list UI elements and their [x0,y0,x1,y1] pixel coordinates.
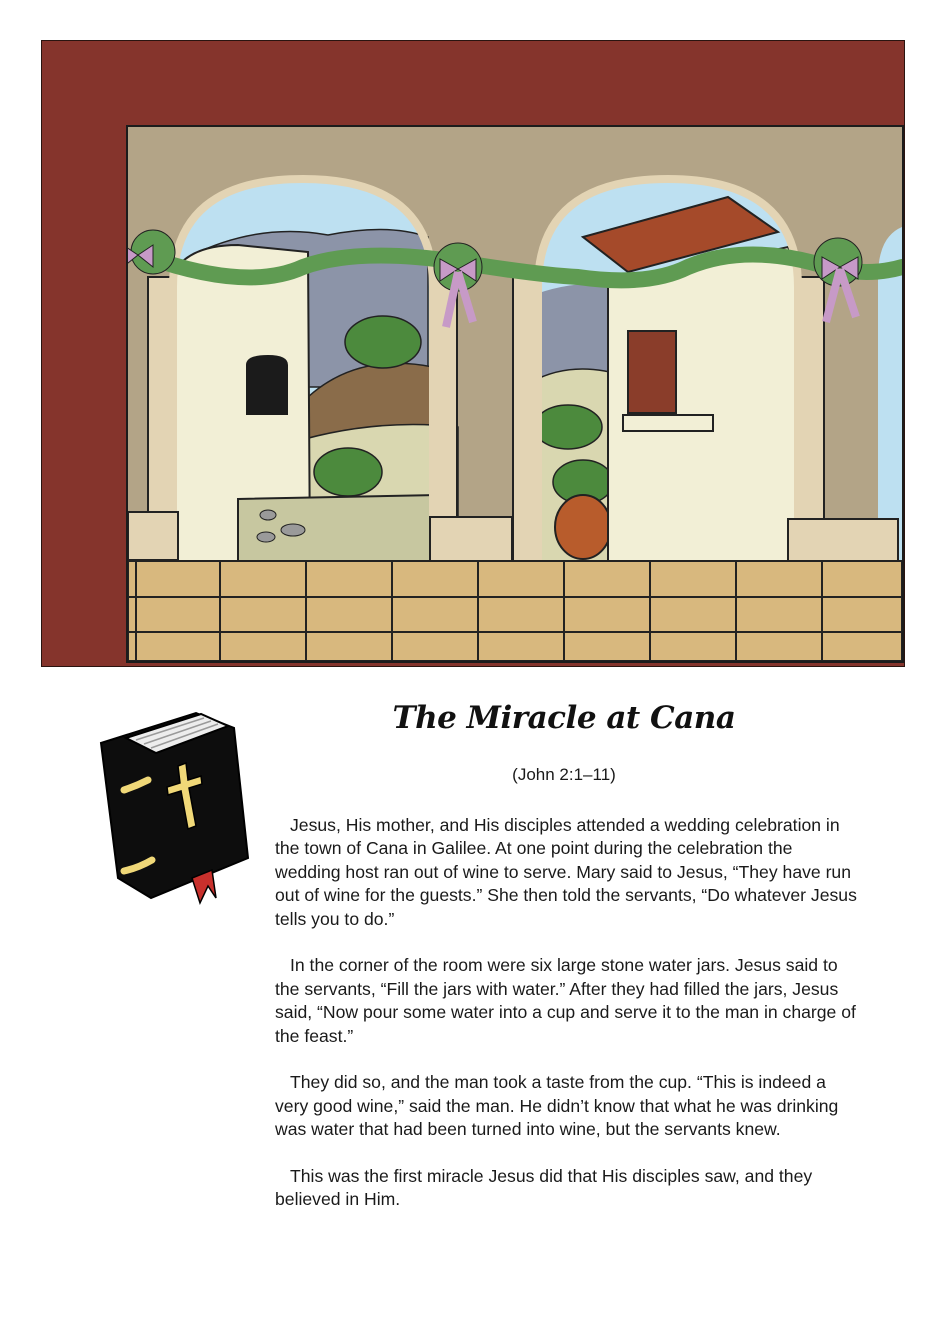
story-paragraph: In the corner of the room were six large stone water jars. Jesus said to the servants, “Fill the jars with water.” After they had filled the jars, Jesus said, “Now pour some water into a cup and serve it to the man in charge of the feast.” [275,955,856,1046]
scripture-reference: (John 2:1–11) [512,765,616,784]
story-paragraph: Jesus, His mother, and His disciples attended a wedding celebration in the town of Cana in Galilee. At one point during the celebration the wedding host ran out of wine to serve. Mary said to Jesus, “They have run out of wine for the guests.” She then told the servants, “Do whatever Jesus tells you to do.” [275,815,857,929]
wedding-courtyard-illustration [126,125,904,663]
illustration-frame [41,40,905,667]
page-title: The Miracle at Cana [392,700,736,736]
bible-icon [96,708,256,913]
story-paragraph: They did so, and the man took a taste from the cup. “This is indeed a very good wine,” said the man. He didn’t know that what he was drinking was water that had been turned into wine, but the servants knew. [275,1072,839,1140]
story-text [275,814,857,1235]
story-paragraph: This was the first miracle Jesus did that His disciples saw, and they believed in Him. [275,1166,813,1210]
